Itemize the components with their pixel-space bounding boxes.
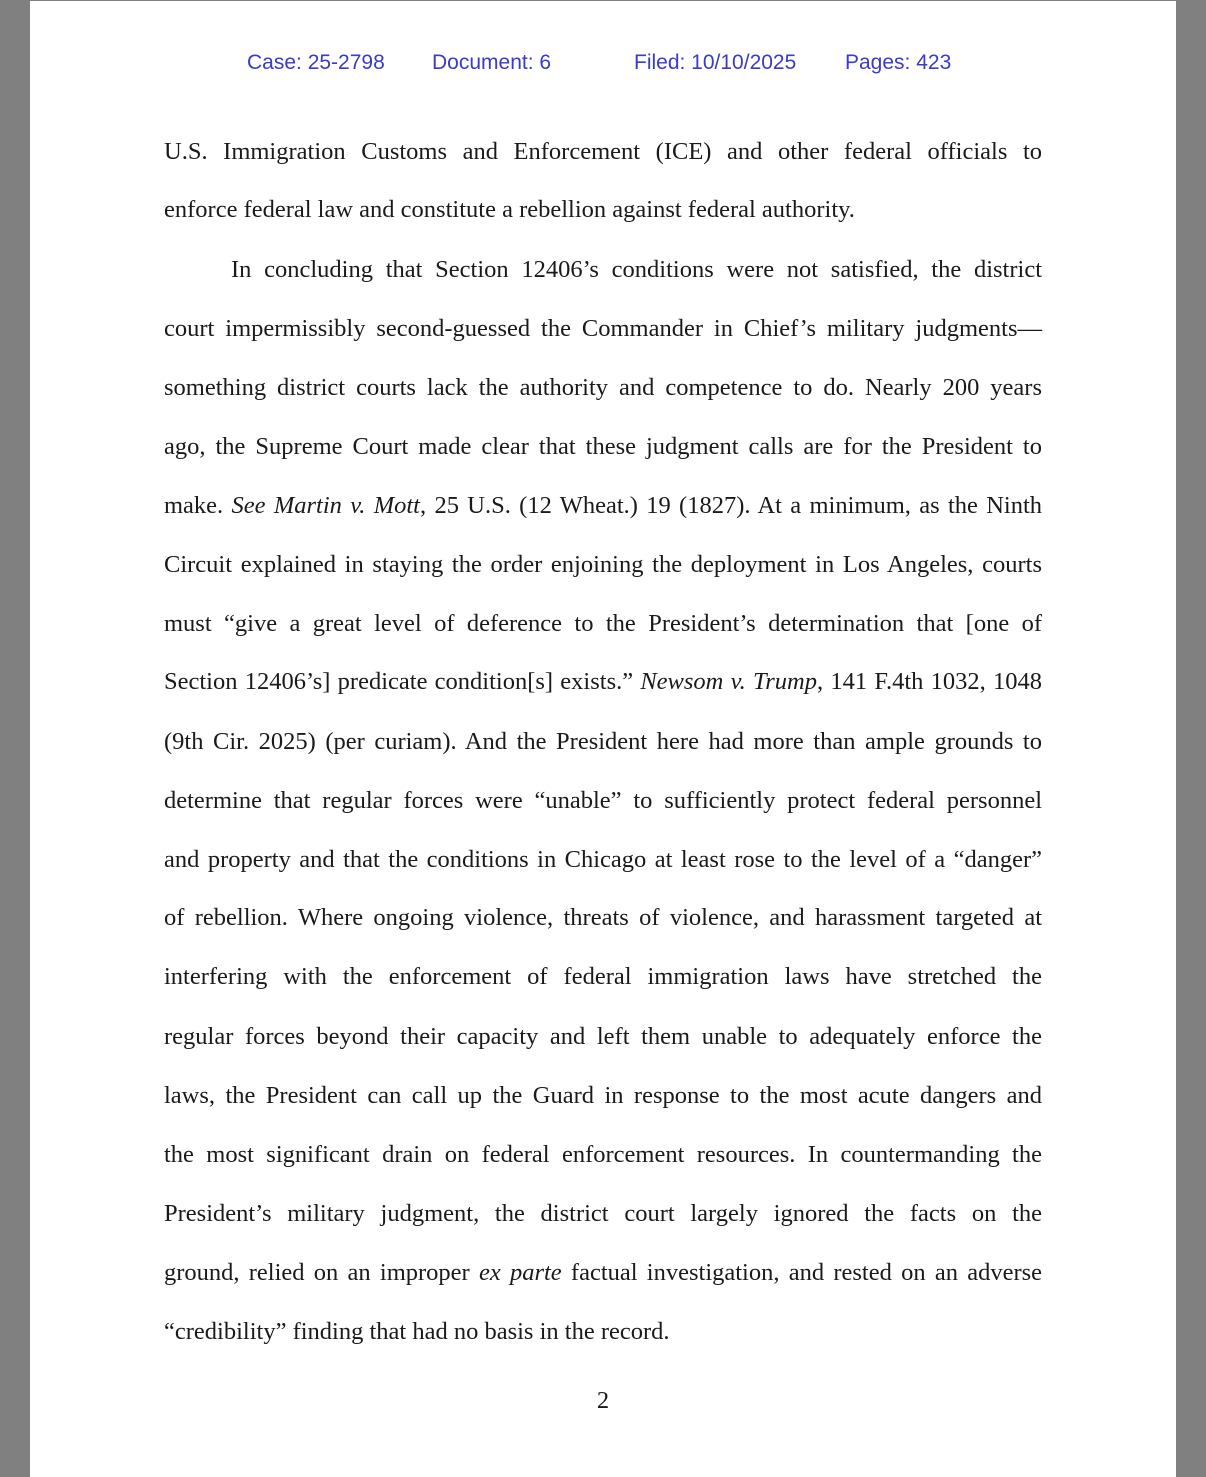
case-citation: See Martin v. Mott <box>231 492 420 519</box>
text-line: determine that regular forces were “unable” to sufficiently protect federal personnel <box>164 787 1042 814</box>
text-segment: make. <box>164 492 232 519</box>
text-line: must “give a great level of deference to the President’s determination that [one of <box>164 610 1042 637</box>
text-line-citation <box>164 491 1042 521</box>
page-number: 2 <box>596 1387 610 1414</box>
text-line: ago, the Supreme Court made clear that these judgment calls are for the President to <box>164 433 1042 460</box>
case-number: Case: 25-2798 <box>247 51 385 74</box>
text-line: In concluding that Section 12406’s conditions were not satisfied, the district <box>231 256 1042 283</box>
text-line: laws, the President can call up the Guard in response to the most acute dangers and <box>164 1082 1042 1109</box>
text-line: regular forces beyond their capacity and left them unable to adequately enforce the <box>164 1023 1042 1050</box>
filed-date: Filed: 10/10/2025 <box>634 51 797 74</box>
text-segment: factual investigation, and rested on an adverse <box>561 1259 1043 1286</box>
document-number: Document: 6 <box>432 51 552 74</box>
text-line: President’s military judgment, the district court largely ignored the facts on the <box>164 1200 1042 1227</box>
text-line: interfering with the enforcement of federal immigration laws have stretched the <box>164 963 1042 990</box>
case-citation: Newsom v. Trump <box>640 668 817 695</box>
text-segment: ground, relied on an improper <box>164 1259 479 1286</box>
text-segment: , 25 U.S. (12 Wheat.) 19 (1827). At a minimum, as the Ninth <box>420 492 1042 519</box>
text-line-latin-phrase <box>164 1258 1042 1288</box>
text-segment: , 141 F.4th 1032, 1048 <box>817 668 1042 695</box>
text-line: Circuit explained in staying the order enjoining the deployment in Los Angeles, courts <box>164 551 1042 578</box>
latin-phrase: ex parte <box>478 1259 562 1286</box>
text-line: of rebellion. Where ongoing violence, threats of violence, and harassment targeted at <box>164 904 1042 931</box>
document-page <box>30 1 1176 1477</box>
text-line: court impermissibly second-guessed the Commander in Chief’s military judgments— <box>164 315 1042 342</box>
page-count: Pages: 423 <box>845 51 952 74</box>
text-segment: Section 12406’s] predicate condition[s] exists.” <box>164 668 641 695</box>
text-line: something district courts lack the authority and competence to do. Nearly 200 years <box>164 374 1042 401</box>
text-line: (9th Cir. 2025) (per curiam). And the President here had more than ample grounds to <box>164 728 1042 755</box>
text-line: the most significant drain on federal enforcement resources. In countermanding the <box>164 1141 1042 1168</box>
text-line: “credibility” finding that had no basis in the record. <box>164 1318 670 1345</box>
text-line: and property and that the conditions in Chicago at least rose to the level of a “danger” <box>164 846 1042 873</box>
text-line-citation <box>164 667 1042 697</box>
text-line: enforce federal law and constitute a rebellion against federal authority. <box>164 196 855 223</box>
text-line: U.S. Immigration Customs and Enforcement (ICE) and other federal officials to <box>164 138 1042 165</box>
ecf-header-stamp <box>30 51 1176 79</box>
